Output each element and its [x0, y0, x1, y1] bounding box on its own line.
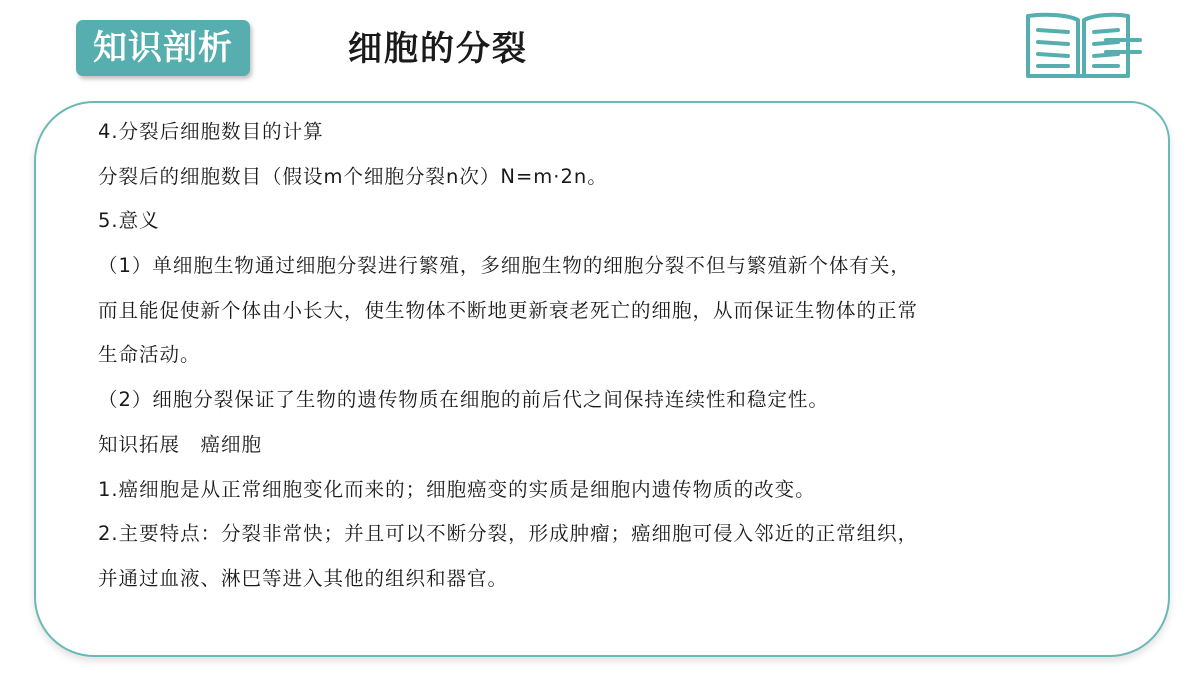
- cancer-point-2-line-1: 2.主要特点：分裂非常快；并且可以不断分裂，形成肿瘤；癌细胞可侵入邻近的正常组织，: [98, 522, 919, 545]
- section-badge: 知识剖析: [76, 20, 250, 76]
- section-heading-5: 5.意义: [98, 209, 160, 232]
- significance-point-1-line-1: （1）单细胞生物通过细胞分裂进行繁殖，多细胞生物的细胞分裂不但与繁殖新个体有关，: [98, 254, 911, 277]
- cancer-point-1: 1.癌细胞是从正常细胞变化而来的；细胞癌变的实质是细胞内遗传物质的改变。: [98, 478, 816, 501]
- significance-point-1-line-3: 生命活动。: [98, 343, 201, 366]
- page-title: 细胞的分裂: [348, 29, 528, 69]
- cancer-point-2-line-2: 并通过血液、淋巴等进入其他的组织和器官。: [98, 567, 509, 590]
- significance-point-1-line-2: 而且能促使新个体由小长大，使生物体不断地更新衰老死亡的细胞，从而保证生物体的正常: [98, 299, 919, 322]
- book-icon: [1020, 10, 1146, 82]
- knowledge-extension-heading: 知识拓展 癌细胞: [98, 433, 263, 456]
- section-heading-4: 4.分裂后细胞数目的计算: [98, 120, 324, 143]
- significance-point-2: （2）细胞分裂保证了生物的遗传物质在细胞的前后代之间保持连续性和稳定性。: [98, 388, 829, 411]
- formula-line: 分裂后的细胞数目（假设m个细胞分裂n次）N=m·2n。: [98, 165, 608, 188]
